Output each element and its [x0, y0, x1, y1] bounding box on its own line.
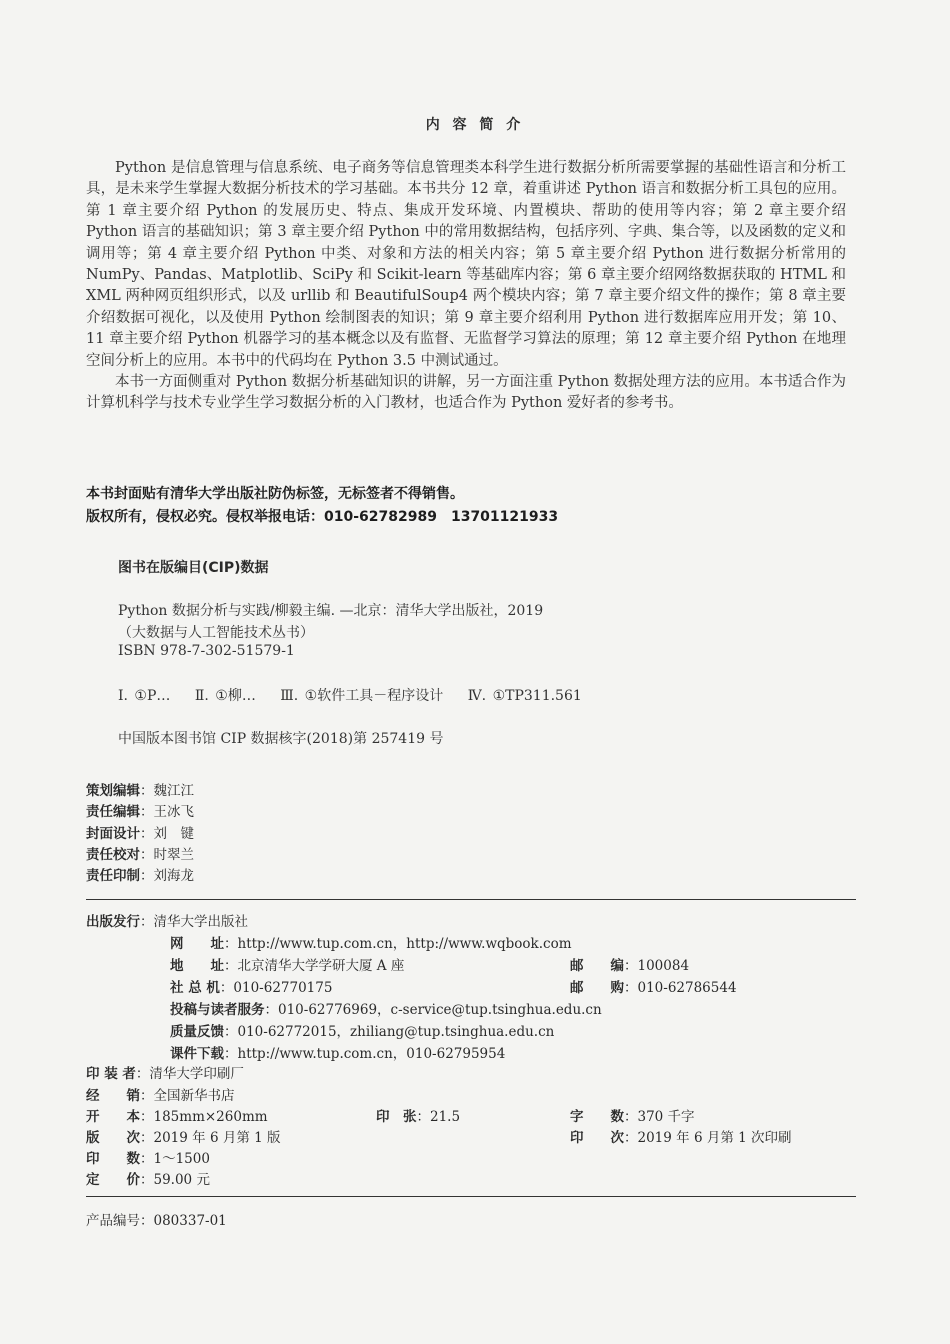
reader-service-row: 投稿与读者服务：010-62776969，c-service@tup.tsinghua.edu.cn [170, 1002, 602, 1018]
cip-classification [118, 685, 600, 705]
cip-line: Python 数据分析与实践/柳毅主编. —北京：清华大学出版社，2019 [118, 603, 544, 619]
divider [86, 1196, 856, 1197]
staff-row: 责任印制：刘海龙 [86, 868, 194, 885]
price-row: 定 价：59.00 元 [86, 1172, 210, 1188]
cip-isbn: ISBN 978-7-302-51579-1 [118, 643, 295, 659]
cip-title: 图书在版编目(CIP)数据 [118, 560, 269, 576]
word-count-row: 字 数：370 千字 [570, 1109, 695, 1125]
cip-record: 中国版本图书馆 CIP 数据核字(2018)第 257419 号 [118, 731, 444, 747]
switchboard-row: 社 总 机：010-62770175 [170, 980, 333, 996]
printing-row: 印 次：2019 年 6 月第 1 次印刷 [570, 1130, 792, 1146]
feedback-row: 质量反馈：010-62772015，zhiliang@tup.tsinghua.edu.cn [170, 1024, 555, 1040]
staff-row: 责任编辑：王冰飞 [86, 804, 194, 821]
summary-paragraph-1: Python 是信息管理与信息系统、电子商务等信息管理类本科学生进行数据分析所需要掌握的基础性语言和分析工具，是未来学生掌握大数据分析技术的学习基础。本书共分 12 章，着重讲述 Python 语言和数据分析工具包的应用。第 1 章主要介绍 Python 的发展历史、特点、集成开发环境、内置模块、帮助的使用等内容；第 2 章主要介绍 Python 语言的基础知识；第 3 章主要介绍 Python 中的常用数据结构，包括序列、字典、集合等，以及函数的定义和调用等；第 4 章主要介绍 Python 中类、对象和方法的相关内容；第 5 章主要介绍 Python 进行数据分析常用的 NumPy、Pandas、Matplotlib、SciPy 和 Scikit-learn 等基础库内容；第 6 章主要介绍网络数据获取的 HTML 和 XML 两种网页组织形式，以及 urllib 和 BeautifulSoup4 两个模块内容；第 7 章主要介绍文件的操作；第 8 章主要介绍数据可视化，以及使用 Python 绘制图表的知识；第 9 章主要介绍利用 Python 进行数据库应用开发；第 10、11 章主要介绍 Python 机器学习的基本概念以及有监督、无监督学习算法的原理；第 12 章主要介绍 Python 在地理空间分析上的应用。本书中的代码均在 Python 3.5 中测试通过。 [86, 160, 846, 369]
staff-row: 策划编辑：魏江江 [86, 783, 194, 799]
product-code-row: 产品编号：080337-01 [86, 1213, 227, 1229]
staff-row: 封面设计：刘 键 [86, 825, 194, 842]
download-row: 课件下载：http://www.tup.com.cn，010-62795954 [170, 1046, 506, 1062]
edition-row: 版 次：2019 年 6 月第 1 版 [86, 1130, 281, 1146]
cip-series: （大数据与人工智能技术丛书） [118, 625, 314, 641]
summary-paragraph-2: 本书一方面侧重对 Python 数据分析基础知识的讲解，另一方面注重 Python 数据处理方法的应用。本书适合作为计算机科学与技术专业学生学习数据分析的入门教材，也适合作为 Python 爱好者的参考书。 [86, 374, 846, 412]
copies-row: 印 数：1～1500 [86, 1151, 210, 1167]
summary-text [86, 158, 846, 415]
format-row: 开 本：185mm×260mm [86, 1109, 268, 1125]
anti-counterfeit-notice: 本书封面贴有清华大学出版社防伪标签，无标签者不得销售。 [86, 486, 464, 502]
staff-list [86, 781, 194, 887]
postcode-row: 邮 编：100084 [570, 958, 690, 974]
distributor-row: 经 销：全国新华书店 [86, 1088, 235, 1104]
page-heading: 内 容 简 介 [425, 117, 525, 133]
address-row: 地 址：北京清华大学学研大厦 A 座 [170, 958, 405, 974]
class-item: Ⅲ. ①软件工具－程序设计 [280, 688, 444, 704]
website-row: 网 址：http://www.tup.com.cn，http://www.wqbook.com [170, 936, 572, 952]
mailorder-row: 邮 购：010-62786544 [570, 980, 737, 996]
divider [86, 899, 856, 900]
class-item: Ⅰ. ①P… [118, 688, 171, 704]
sheets-row: 印 张：21.5 [376, 1109, 461, 1125]
class-item: Ⅳ. ①TP311.561 [467, 688, 582, 704]
copyright-notice: 版权所有，侵权必究。侵权举报电话：010-62782989 13701121933 [86, 509, 559, 525]
publisher-row: 出版发行：清华大学出版社 [86, 914, 248, 930]
staff-row: 责任校对：时翠兰 [86, 846, 194, 863]
class-item: Ⅱ. ①柳… [194, 688, 256, 704]
printer-row: 印 装 者：清华大学印刷厂 [86, 1066, 244, 1082]
